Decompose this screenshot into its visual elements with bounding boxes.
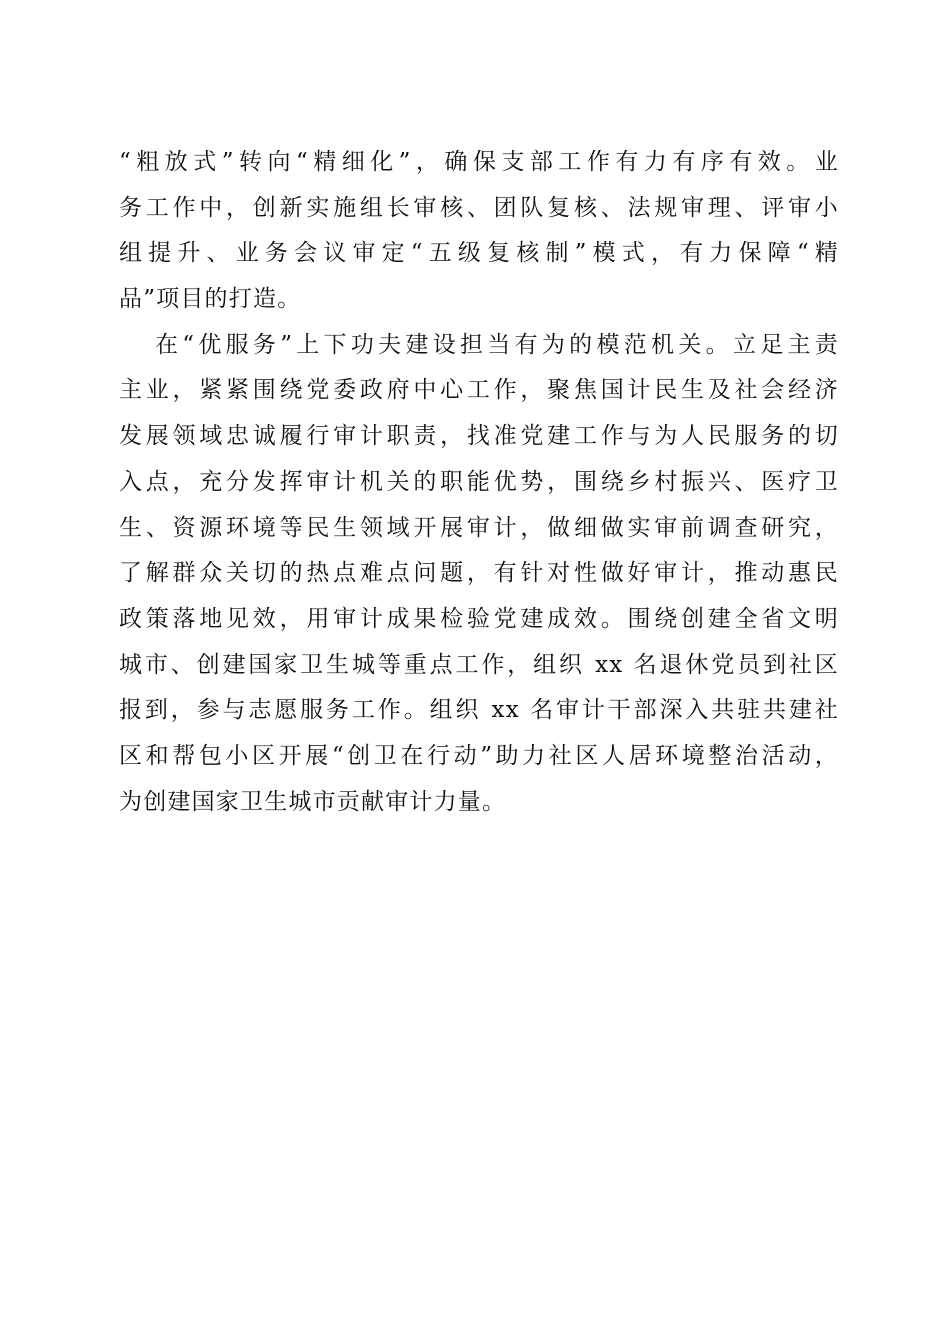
text-line: 政策落地见效，用审计成果检验党建成效。围绕创建全省文明	[119, 605, 839, 632]
text-line: 了解群众关切的热点难点问题，有针对性做好审计，推动惠民	[119, 560, 839, 587]
text-line: 入点，充分发挥审计机关的职能优势，围绕乡村振兴、医疗卫	[119, 468, 839, 495]
paragraph-2	[119, 323, 839, 826]
text-line: 发展领域忠诚履行审计职责，找准党建工作与为人民服务的切	[119, 423, 839, 450]
body-text	[119, 140, 839, 825]
text-line: 报到，参与志愿服务工作。组织 xx 名审计干部深入共驻共建社	[119, 697, 839, 724]
paragraph-1	[119, 140, 839, 323]
text-line: 生、资源环境等民生领域开展审计，做细做实审前调查研究，	[119, 514, 839, 541]
text-line: 在“优服务”上下功夫建设担当有为的模范机关。立足主责	[155, 331, 839, 358]
text-line: 组提升、业务会议审定“五级复核制”模式，有力保障“精	[119, 240, 839, 267]
text-line: 区和帮包小区开展“创卫在行动”助力社区人居环境整治活动，	[119, 742, 839, 769]
text-line: “粗放式”转向“精细化”，确保支部工作有力有序有效。业	[119, 149, 839, 175]
text-line: 为创建国家卫生城市贡献审计力量。	[119, 788, 507, 815]
text-line: 品”项目的打造。	[119, 286, 302, 313]
text-line: 主业，紧紧围绕党委政府中心工作，聚焦国计民生及社会经济	[119, 377, 839, 404]
text-line: 务工作中，创新实施组长审核、团队复核、法规审理、评审小	[119, 194, 839, 221]
text-line: 城市、创建国家卫生城等重点工作，组织 xx 名退休党员到社区	[119, 651, 839, 678]
